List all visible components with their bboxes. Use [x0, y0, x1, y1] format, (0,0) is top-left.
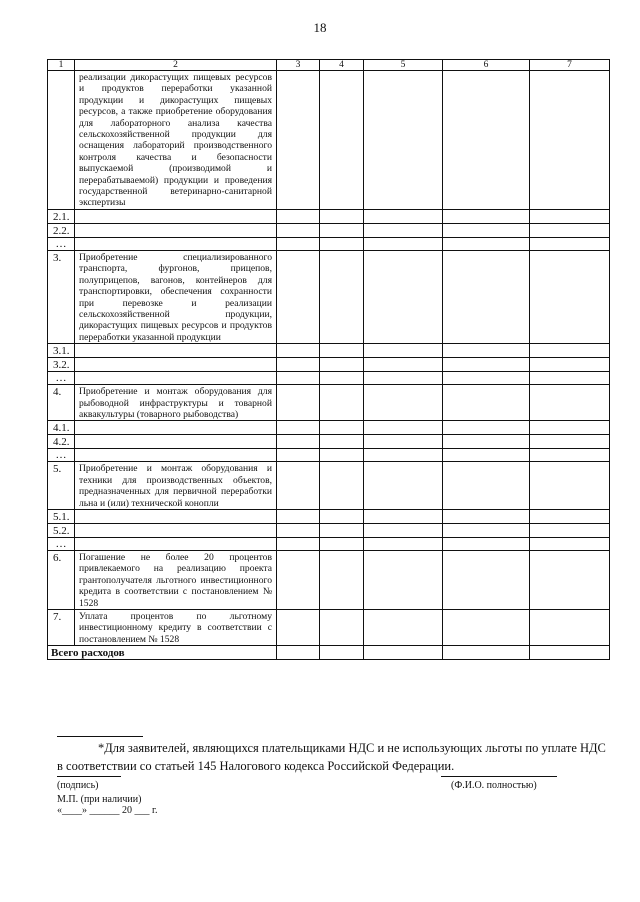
- row-description: [75, 372, 277, 385]
- cell-empty: [320, 372, 364, 385]
- cell-empty: [364, 385, 443, 421]
- row-description: [75, 358, 277, 372]
- cell-empty: [364, 610, 443, 646]
- cell-empty: [364, 223, 443, 237]
- row-number: 4.: [48, 385, 75, 421]
- cell-empty: [364, 71, 443, 210]
- cell-empty: [443, 523, 530, 537]
- table-row: [48, 537, 610, 550]
- table-row: [48, 421, 610, 435]
- cell-empty: [320, 250, 364, 343]
- cell-empty: [530, 435, 610, 449]
- cell-empty: [443, 344, 530, 358]
- total-row: [48, 646, 610, 660]
- cell-empty: [277, 385, 320, 421]
- row-description: Уплата процентов по льготному инвестиционному кредиту в соответствии с постановлением № 1528: [75, 610, 277, 646]
- cell-empty: [443, 372, 530, 385]
- cell-empty: [530, 237, 610, 250]
- row-description: реализации дикорастущих пищевых ресурсов и продуктов переработки указанной продукции и дикорастущих пищевых ресурсов, а также приобретение оборудования для лабораторного анализа качества сельскохозяйственной продукции для оснащения лабораторий производственного контроля качества и безопасности выпускаемой (производимой и перерабатываемой) продукции и проведения государственной ветеринарно-санитарной экспертизы: [75, 71, 277, 210]
- row-number: 4.2.: [48, 435, 75, 449]
- cell-empty: [443, 385, 530, 421]
- row-number: …: [48, 237, 75, 250]
- cell-empty: [530, 71, 610, 210]
- cell-empty: [530, 250, 610, 343]
- cell-empty: [320, 209, 364, 223]
- cell-empty: [443, 610, 530, 646]
- cell-empty: [277, 223, 320, 237]
- row-number: …: [48, 372, 75, 385]
- table-row: [48, 250, 610, 343]
- cell-empty: [443, 237, 530, 250]
- cell-empty: [320, 71, 364, 210]
- cell-empty: [443, 550, 530, 609]
- row-description: [75, 344, 277, 358]
- column-header: 6: [443, 60, 530, 71]
- cell-empty: [277, 646, 320, 660]
- cell-empty: [277, 71, 320, 210]
- column-header: 3: [277, 60, 320, 71]
- cell-empty: [320, 550, 364, 609]
- cell-empty: [320, 646, 364, 660]
- cell-empty: [443, 209, 530, 223]
- row-number: 3.: [48, 250, 75, 343]
- cell-empty: [364, 237, 443, 250]
- cell-empty: [320, 610, 364, 646]
- row-number: 2.2.: [48, 223, 75, 237]
- cell-empty: [277, 237, 320, 250]
- cell-empty: [364, 449, 443, 462]
- row-number: 7.: [48, 610, 75, 646]
- cell-empty: [443, 421, 530, 435]
- cell-empty: [320, 537, 364, 550]
- cell-empty: [530, 358, 610, 372]
- cell-empty: [277, 209, 320, 223]
- cell-empty: [443, 449, 530, 462]
- cell-empty: [443, 435, 530, 449]
- signature-label: (подпись): [57, 780, 99, 791]
- cell-empty: [277, 550, 320, 609]
- cell-empty: [530, 509, 610, 523]
- cell-empty: [277, 344, 320, 358]
- fio-line: [441, 776, 557, 777]
- column-header: 4: [320, 60, 364, 71]
- cell-empty: [364, 646, 443, 660]
- cell-empty: [364, 462, 443, 510]
- row-description: [75, 537, 277, 550]
- row-number: 3.1.: [48, 344, 75, 358]
- cell-empty: [364, 550, 443, 609]
- row-description: [75, 421, 277, 435]
- row-number: …: [48, 449, 75, 462]
- cell-empty: [364, 372, 443, 385]
- cell-empty: [443, 223, 530, 237]
- cell-empty: [443, 358, 530, 372]
- signature-line: [57, 776, 121, 777]
- cell-empty: [277, 462, 320, 510]
- cell-empty: [530, 646, 610, 660]
- cell-empty: [320, 462, 364, 510]
- cell-empty: [530, 537, 610, 550]
- cell-empty: [530, 372, 610, 385]
- table-row: [48, 550, 610, 609]
- cell-empty: [320, 385, 364, 421]
- cell-empty: [277, 435, 320, 449]
- row-number: 5.: [48, 462, 75, 510]
- column-header: 7: [530, 60, 610, 71]
- cell-empty: [443, 509, 530, 523]
- cell-empty: [320, 223, 364, 237]
- cell-empty: [530, 385, 610, 421]
- row-number: …: [48, 537, 75, 550]
- column-header: 1: [48, 60, 75, 71]
- cell-empty: [277, 250, 320, 343]
- row-description: [75, 449, 277, 462]
- table-row: [48, 71, 610, 210]
- cell-empty: [364, 421, 443, 435]
- cell-empty: [443, 646, 530, 660]
- fio-label: (Ф.И.О. полностью): [451, 780, 537, 791]
- stamp-label: М.П. (при наличии): [57, 794, 142, 805]
- row-description: [75, 435, 277, 449]
- table-header: [48, 60, 610, 71]
- cell-empty: [530, 223, 610, 237]
- row-number: 5.1.: [48, 509, 75, 523]
- cell-empty: [364, 344, 443, 358]
- cell-empty: [364, 523, 443, 537]
- cell-empty: [364, 435, 443, 449]
- column-header: 5: [364, 60, 443, 71]
- table-row: [48, 449, 610, 462]
- cell-empty: [443, 71, 530, 210]
- cell-empty: [320, 509, 364, 523]
- table-row: [48, 610, 610, 646]
- row-description: Приобретение и монтаж оборудования и техники для производственных объектов, предназначенных для первичной переработки льна и (или) технической конопли: [75, 462, 277, 510]
- footnote: [57, 739, 607, 775]
- cell-empty: [530, 523, 610, 537]
- cell-empty: [530, 449, 610, 462]
- cell-empty: [364, 509, 443, 523]
- row-number: 2.1.: [48, 209, 75, 223]
- cell-empty: [320, 449, 364, 462]
- row-number: 6.: [48, 550, 75, 609]
- cell-empty: [530, 550, 610, 609]
- table-row: [48, 462, 610, 510]
- cell-empty: [443, 250, 530, 343]
- cell-empty: [277, 358, 320, 372]
- cell-empty: [320, 435, 364, 449]
- cell-empty: [364, 250, 443, 343]
- cell-empty: [277, 449, 320, 462]
- cell-empty: [277, 537, 320, 550]
- cell-empty: [364, 358, 443, 372]
- row-description: [75, 509, 277, 523]
- row-number: [48, 71, 75, 210]
- page-number: 18: [313, 20, 327, 35]
- cell-empty: [530, 462, 610, 510]
- table-row: [48, 209, 610, 223]
- cell-empty: [320, 237, 364, 250]
- cell-empty: [277, 509, 320, 523]
- row-description: [75, 223, 277, 237]
- table-row: [48, 237, 610, 250]
- footnote-text: *Для заявителей, являющихся плательщиками НДС и не использующих льготы по уплате НДС в соответствии со статьей 145 Налогового кодекса Российской Федерации.: [57, 741, 606, 773]
- table-row: [48, 385, 610, 421]
- table-row: [48, 372, 610, 385]
- cell-empty: [320, 358, 364, 372]
- table-row: [48, 523, 610, 537]
- cell-empty: [443, 537, 530, 550]
- row-description: Погашение не более 20 процентов привлекаемого на реализацию проекта грантополучателя льготного инвестиционного кредита в соответствии с постановлением № 1528: [75, 550, 277, 609]
- footnote-separator: [57, 736, 143, 737]
- cell-empty: [530, 610, 610, 646]
- row-number: 5.2.: [48, 523, 75, 537]
- cell-empty: [364, 537, 443, 550]
- total-label: Всего расходов: [48, 646, 277, 660]
- table-row: [48, 435, 610, 449]
- table-row: [48, 509, 610, 523]
- cell-empty: [530, 421, 610, 435]
- cell-empty: [364, 209, 443, 223]
- cell-empty: [277, 523, 320, 537]
- row-number: 4.1.: [48, 421, 75, 435]
- row-description: [75, 237, 277, 250]
- cell-empty: [530, 344, 610, 358]
- date-line: «____» ______ 20 ___ г.: [57, 805, 158, 816]
- row-description: [75, 523, 277, 537]
- column-header: 2: [75, 60, 277, 71]
- table-row: [48, 358, 610, 372]
- expenses-table: [47, 59, 610, 660]
- cell-empty: [277, 421, 320, 435]
- row-description: [75, 209, 277, 223]
- row-description: Приобретение и монтаж оборудования для рыбоводной инфраструктуры и товарной аквакультуры (товарного рыбоводства): [75, 385, 277, 421]
- cell-empty: [320, 344, 364, 358]
- table-row: [48, 223, 610, 237]
- table-row: [48, 344, 610, 358]
- cell-empty: [530, 209, 610, 223]
- cell-empty: [277, 372, 320, 385]
- cell-empty: [443, 462, 530, 510]
- cell-empty: [320, 523, 364, 537]
- cell-empty: [320, 421, 364, 435]
- row-description: Приобретение специализированного транспорта, фургонов, прицепов, полуприцепов, вагонов, контейнеров для транспортировки, обеспечения сохранности при перевозке и реализации сельскохозяйственной продукции, дикорастущих пищевых ресурсов и продуктов переработки указанной продукции: [75, 250, 277, 343]
- row-number: 3.2.: [48, 358, 75, 372]
- cell-empty: [277, 610, 320, 646]
